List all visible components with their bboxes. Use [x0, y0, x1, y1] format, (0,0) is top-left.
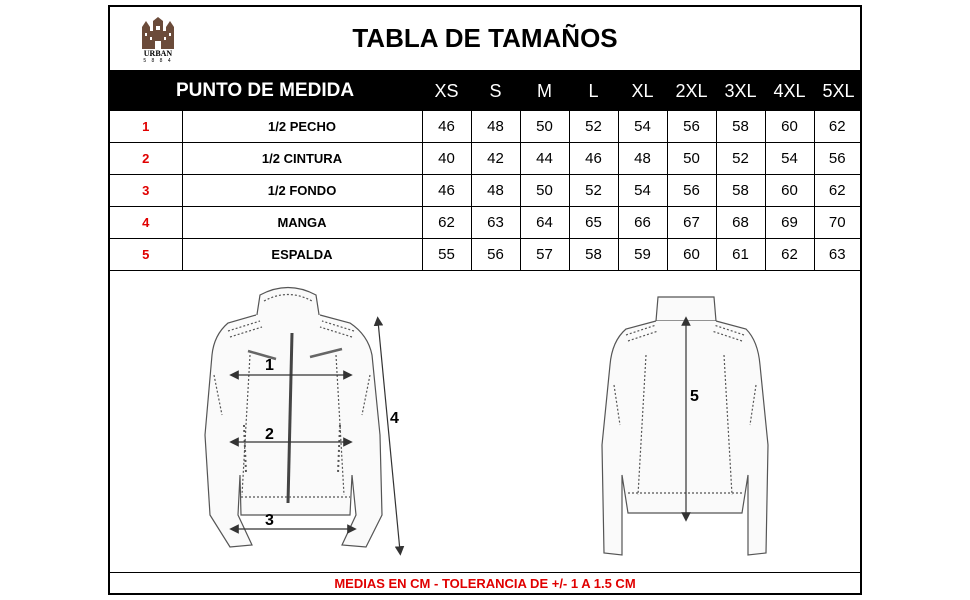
- table-cell: 46: [422, 111, 471, 143]
- size-table: [110, 110, 860, 271]
- table-cell: 48: [471, 175, 520, 207]
- table-cell: 52: [569, 111, 618, 143]
- table-cell: 61: [716, 239, 765, 271]
- table-cell: 63: [814, 239, 860, 271]
- table-cell: 60: [765, 175, 814, 207]
- table-row: [110, 175, 860, 207]
- size-header-s: S: [489, 81, 502, 101]
- table-cell: 62: [814, 175, 860, 207]
- table-cell: 46: [569, 143, 618, 175]
- measure-label-5: 5: [690, 388, 699, 405]
- table-cell: 56: [471, 239, 520, 271]
- table-cell: 58: [716, 111, 765, 143]
- table-cell: 54: [618, 175, 667, 207]
- table-cell: 60: [667, 239, 716, 271]
- table-cell: 56: [667, 111, 716, 143]
- table-cell: 64: [520, 207, 569, 239]
- logo-sub-text: 5 8 8 4: [143, 58, 173, 64]
- jacket-front-icon: [205, 288, 382, 548]
- table-cell: 44: [520, 143, 569, 175]
- table-cell: 60: [765, 111, 814, 143]
- jacket-sketch: [110, 275, 860, 572]
- size-header-3xl: 3XL: [724, 81, 757, 101]
- table-cell: 55: [422, 239, 471, 271]
- table-cell: 48: [471, 111, 520, 143]
- table-cell: 62: [814, 111, 860, 143]
- row-label: 1/2 CINTURA: [182, 143, 422, 175]
- table-row: [110, 239, 860, 271]
- size-header-xl: XL: [631, 81, 654, 101]
- table-cell: 40: [422, 143, 471, 175]
- table-cell: 54: [765, 143, 814, 175]
- table-cell: 52: [569, 175, 618, 207]
- table-cell: 58: [569, 239, 618, 271]
- footer-note: MEDIAS EN CM - TOLERANCIA DE +/- 1 A 1.5 CM: [110, 572, 860, 595]
- row-index: 1: [110, 111, 182, 143]
- row-index: 5: [110, 239, 182, 271]
- table-cell: 50: [667, 143, 716, 175]
- row-label: MANGA: [182, 207, 422, 239]
- table-row: [110, 143, 860, 175]
- header: [110, 7, 860, 70]
- measure-label-4: 4: [390, 410, 399, 427]
- table-cell: 46: [422, 175, 471, 207]
- table-cell: 59: [618, 239, 667, 271]
- table-cell: 48: [618, 143, 667, 175]
- table-cell: 56: [814, 143, 860, 175]
- size-header-xs: XS: [434, 81, 459, 101]
- row-index: 4: [110, 207, 182, 239]
- table-cell: 65: [569, 207, 618, 239]
- table-cell: 70: [814, 207, 860, 239]
- size-header-2xl: 2XL: [675, 81, 708, 101]
- jacket-diagram: [110, 275, 860, 572]
- table-row: [110, 111, 860, 143]
- table-cell: 57: [520, 239, 569, 271]
- table-cell: 56: [667, 175, 716, 207]
- measure-label-3: 3: [265, 512, 274, 529]
- jacket-back-icon: [602, 297, 768, 555]
- measure-label-2: 2: [265, 426, 274, 443]
- logo-brand-text: URBAN: [143, 49, 173, 58]
- table-cell: 68: [716, 207, 765, 239]
- table-cell: 66: [618, 207, 667, 239]
- row-label: ESPALDA: [182, 239, 422, 271]
- table-cell: 50: [520, 175, 569, 207]
- table-cell: 62: [422, 207, 471, 239]
- row-index: 2: [110, 143, 182, 175]
- table-row: [110, 207, 860, 239]
- measure-point-header: PUNTO DE MEDIDA: [176, 80, 355, 101]
- size-header-5xl: 5XL: [822, 81, 855, 101]
- table-cell: 58: [716, 175, 765, 207]
- row-label: 1/2 PECHO: [182, 111, 422, 143]
- page-title: TABLA DE TAMAÑOS: [352, 23, 618, 53]
- table-cell: 52: [716, 143, 765, 175]
- measure-label-1: 1: [265, 357, 274, 374]
- table-cell: 67: [667, 207, 716, 239]
- table-header: [110, 70, 860, 110]
- table-cell: 63: [471, 207, 520, 239]
- table-cell: 62: [765, 239, 814, 271]
- size-header-4xl: 4XL: [773, 81, 806, 101]
- row-index: 3: [110, 175, 182, 207]
- row-label: 1/2 FONDO: [182, 175, 422, 207]
- size-header-m: M: [537, 81, 552, 101]
- table-cell: 50: [520, 111, 569, 143]
- table-cell: 42: [471, 143, 520, 175]
- size-header-l: L: [588, 81, 599, 101]
- table-cell: 54: [618, 111, 667, 143]
- table-cell: 69: [765, 207, 814, 239]
